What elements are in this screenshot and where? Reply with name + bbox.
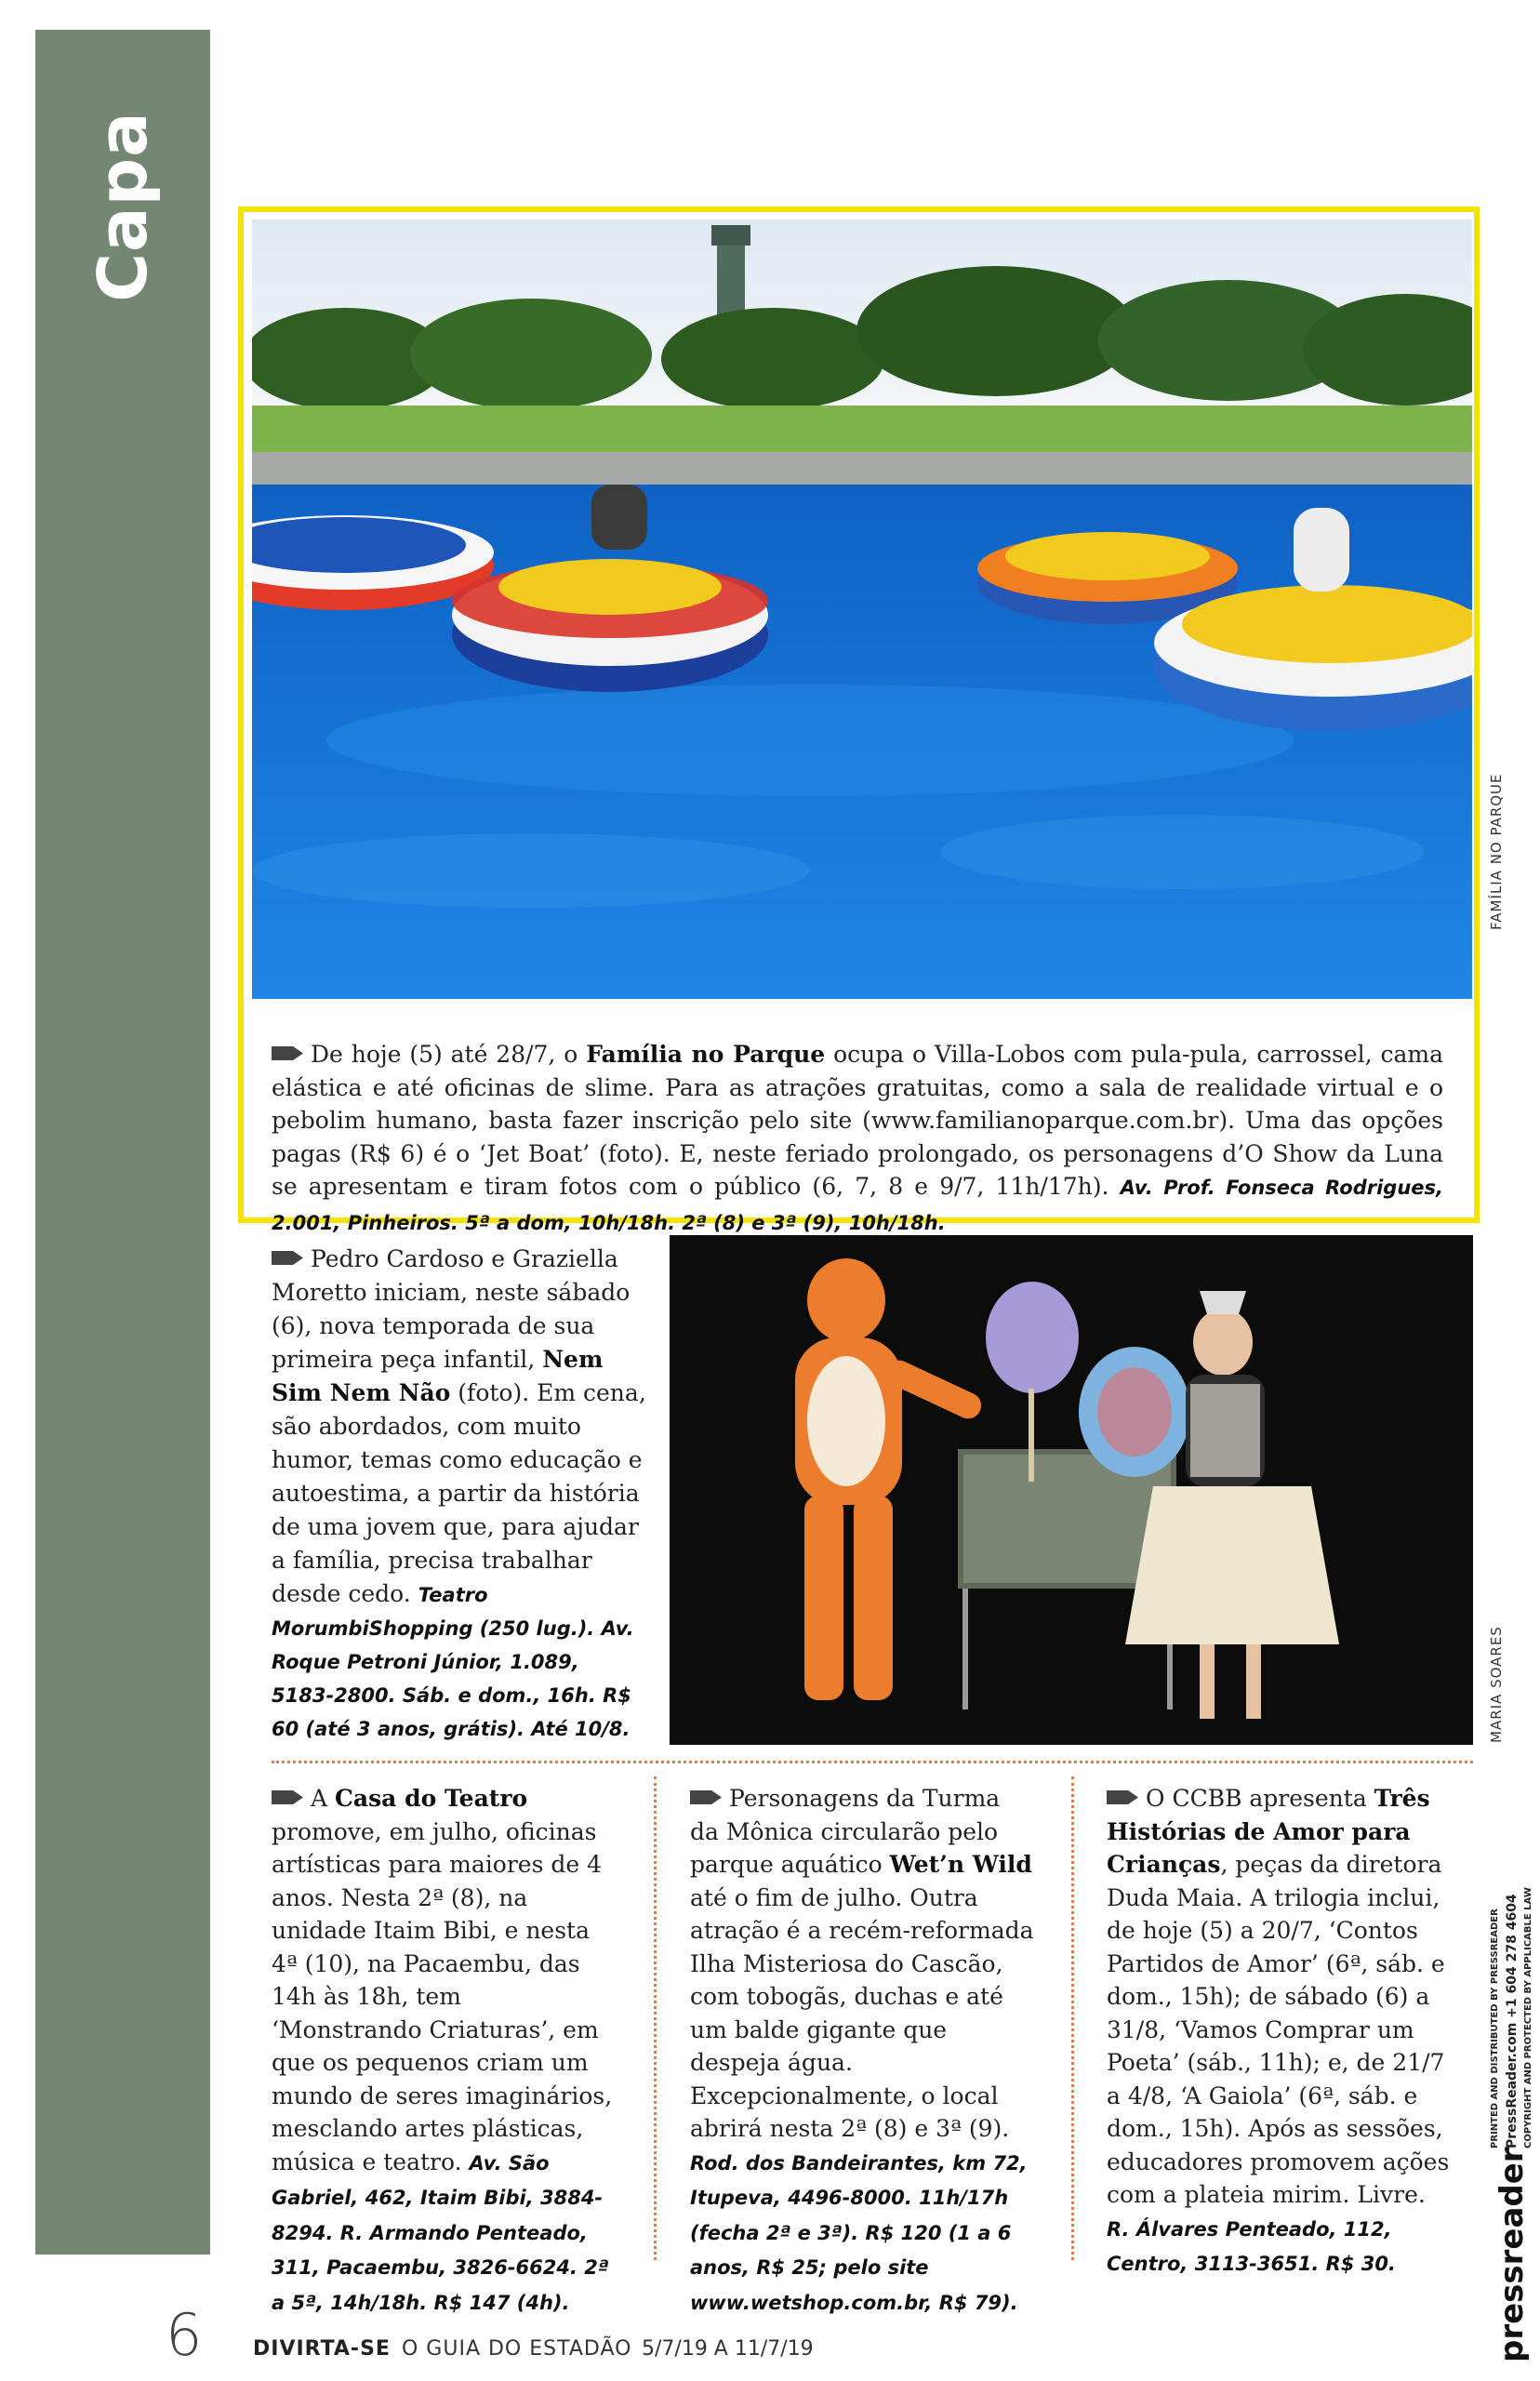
issue-date: 5/7/19 A 11/7/19 [642, 2337, 814, 2361]
casa-do-teatro-article: A Casa do Teatro promove, em julho, oficinas artísticas para maiores de 4 anos. Nesta 2ª (8), na unidade Itaim Bibi, e nesta 4ª (10), na Pacaembu, das 14h às 18h, tem ‘Monstrando Criaturas’, em que os pequenos criam um mundo de seres imaginários, mesclando artes plásticas, música e teatro. Av. São Gabriel, 462, Itaim Bibi, 3884-8294. R. Armando Penteado, 311, Pacaembu, 3826-6624. 2ª a 5ª, 14h/18h. R$ 147 (4h). [272, 1785, 613, 2314]
publication-brand: DIVIRTA-SE [253, 2337, 391, 2361]
divider [272, 1761, 1473, 1763]
pressreader-stamp: pressreader PRINTED AND DISTRIBUTED BY PRESSREADER PressReader.com +1 604 278 4604 COPYRIGHT AND PROTECTED BY APPLICABLE LAW [1490, 1887, 1533, 2362]
divider [1071, 1776, 1074, 2260]
arrow-icon [1107, 1790, 1138, 1804]
arrow-icon [690, 1790, 722, 1804]
nem-sim-nem-nao-article: Pedro Cardoso e Graziella Moretto iniciam, neste sábado (6), nova temporada de sua primeira peça infantil, Nem Sim Nem Não (foto). Em cena, são abordados, com muito humor, temas como educação e autoestima, a partir da história de uma jovem que, para ajudar a família, precisa trabalhar desde cedo. Teatro MorumbiShopping (250 lug.). Av. Roque Petroni Júnior, 1.089, 5183-2800. Sáb. e dom., 16h. R$ 60 (até 3 anos, grátis). Até 10/8. [272, 1245, 646, 1740]
bumper-boats-photo [252, 219, 1472, 999]
arrow-icon [272, 1046, 303, 1060]
ccbb-article: O CCBB apresenta Três Histórias de Amor para Crianças, peças da diretora Duda Maia. A trilogia inclui, de hoje (5) a 20/7, ‘Contos Partidos de Amor’ (6ª, sáb. e dom., 15h); de sábado (6) a 31/8, ‘Vamos Comprar um Poeta’ (sáb., 11h); e, de 21/7 a 4/8, ‘A Gaiola’ (6ª, sáb. e dom., 15h). Após as sessões, educadores promovem ações com a plateia mirim. Livre. R. Álvares Penteado, 112, Centro, 3113-3651. R$ 30. [1107, 1785, 1450, 2275]
section-label: Capa [84, 111, 162, 302]
arrow-icon [272, 1790, 303, 1804]
photo-credit: MARIA SOARES [1488, 1626, 1505, 1743]
divider [654, 1776, 657, 2260]
page-number: 6 [166, 2301, 203, 2369]
arrow-icon [272, 1251, 303, 1265]
wet-n-wild-article: Personagens da Turma da Mônica circularão pelo parque aquático Wet’n Wild até o fim de julho. Outra atração é a recém-reformada Ilha Misteriosa do Cascão, com tobogãs, duchas e até um balde gigante que despeja água. Excepcionalmente, o local abrirá nesta 2ª (8) e 3ª (9). Rod. dos Bandeirantes, km 72, Itupeva, 4496-8000. 11h/17h (fecha 2ª e 3ª). R$ 120 (1 a 6 anos, R$ 25; pelo site www.wetshop.com.br, R$ 79). [690, 1785, 1034, 2314]
publication-guide: O GUIA DO ESTADÃO [402, 2337, 632, 2361]
family-park-article: De hoje (5) até 28/7, o Família no Parque ocupa o Villa-Lobos com pula-pula, carrossel, cama elástica e até oficinas de slime. Para as atrações gratuitas, como a sala de realidade virtual e o pebolim humano, basta fazer inscrição pelo site (www.familianoparque.com.br). Uma das opções pagas (R$ 6) é o ‘Jet Boat’ (foto). E, neste feriado prolongado, os personagens d’O Show da Luna se apresentam e tiram fotos com o público (6, 7, 8 e 9/7, 11h/17h). Av. Prof. Fonseca Rodrigues, 2.001, Pinheiros. 5ª a dom, 10h/18h. 2ª (8) e 3ª (9), 10h/18h. [272, 1041, 1444, 1234]
pressreader-logo: pressreader [1494, 2147, 1531, 2362]
theater-photo [670, 1235, 1473, 1745]
photo-credit: FAMÍLIA NO PARQUE [1488, 773, 1505, 930]
